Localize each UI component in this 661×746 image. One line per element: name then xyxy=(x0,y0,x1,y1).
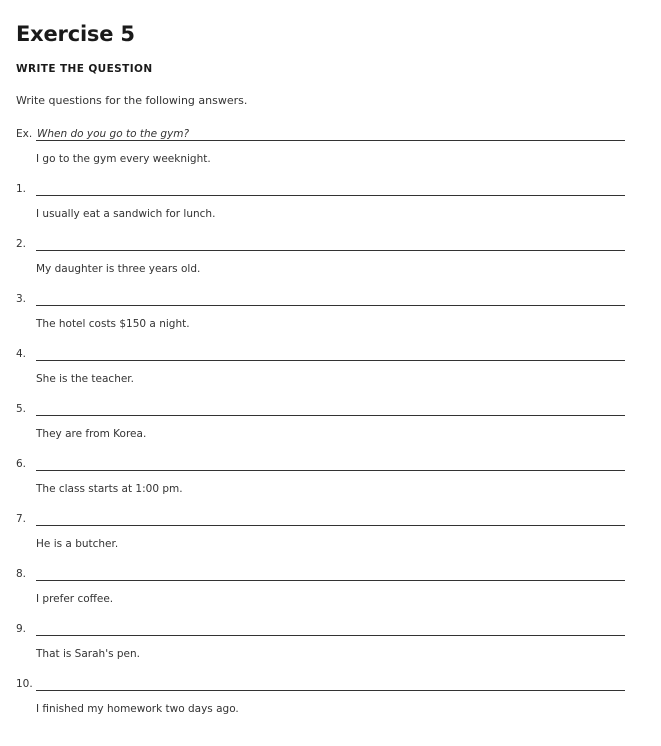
question-number: 5. xyxy=(16,403,27,415)
question-number: 10. xyxy=(16,678,33,690)
given-answer: He is a butcher. xyxy=(36,538,119,550)
question-item-9 xyxy=(0,622,661,670)
page-title: Exercise 5 xyxy=(16,22,135,46)
question-write-line[interactable] xyxy=(36,360,625,361)
question-item-3 xyxy=(0,292,661,340)
given-answer: I prefer coffee. xyxy=(36,593,114,605)
section-heading: WRITE THE QUESTION xyxy=(16,63,153,75)
question-item-5 xyxy=(0,402,661,450)
question-write-line[interactable] xyxy=(36,470,625,471)
question-item-2 xyxy=(0,237,661,285)
instructions-text: Write questions for the following answers. xyxy=(16,94,248,107)
question-number: 2. xyxy=(16,238,27,250)
question-item-7 xyxy=(0,512,661,560)
question-write-line[interactable] xyxy=(36,525,625,526)
question-item-8 xyxy=(0,567,661,615)
question-write-line[interactable] xyxy=(36,415,625,416)
given-answer: I usually eat a sandwich for lunch. xyxy=(36,208,216,220)
question-item-1 xyxy=(0,182,661,230)
given-answer: I finished my homework two days ago. xyxy=(36,703,239,715)
question-item-10 xyxy=(0,677,661,725)
example-item xyxy=(0,127,661,175)
example-question: When do you go to the gym? xyxy=(37,128,190,140)
question-write-line[interactable] xyxy=(36,635,625,636)
question-write-line[interactable] xyxy=(36,305,625,306)
given-answer: She is the teacher. xyxy=(36,373,135,385)
question-number: 7. xyxy=(16,513,27,525)
question-write-line[interactable] xyxy=(36,250,625,251)
question-write-line[interactable] xyxy=(36,580,625,581)
question-number: 9. xyxy=(16,623,27,635)
question-write-line[interactable] xyxy=(36,195,625,196)
question-number: 4. xyxy=(16,348,27,360)
given-answer: The class starts at 1:00 pm. xyxy=(36,483,183,495)
question-number: 3. xyxy=(16,293,27,305)
question-item-4 xyxy=(0,347,661,395)
given-answer: The hotel costs $150 a night. xyxy=(36,318,190,330)
question-number: 1. xyxy=(16,183,27,195)
question-number: 6. xyxy=(16,458,27,470)
example-label: Ex. xyxy=(16,128,33,140)
given-answer: That is Sarah's pen. xyxy=(36,648,141,660)
question-write-line[interactable] xyxy=(36,690,625,691)
example-answer: I go to the gym every weeknight. xyxy=(36,153,211,165)
question-item-6 xyxy=(0,457,661,505)
question-number: 8. xyxy=(16,568,27,580)
given-answer: My daughter is three years old. xyxy=(36,263,201,275)
given-answer: They are from Korea. xyxy=(36,428,147,440)
